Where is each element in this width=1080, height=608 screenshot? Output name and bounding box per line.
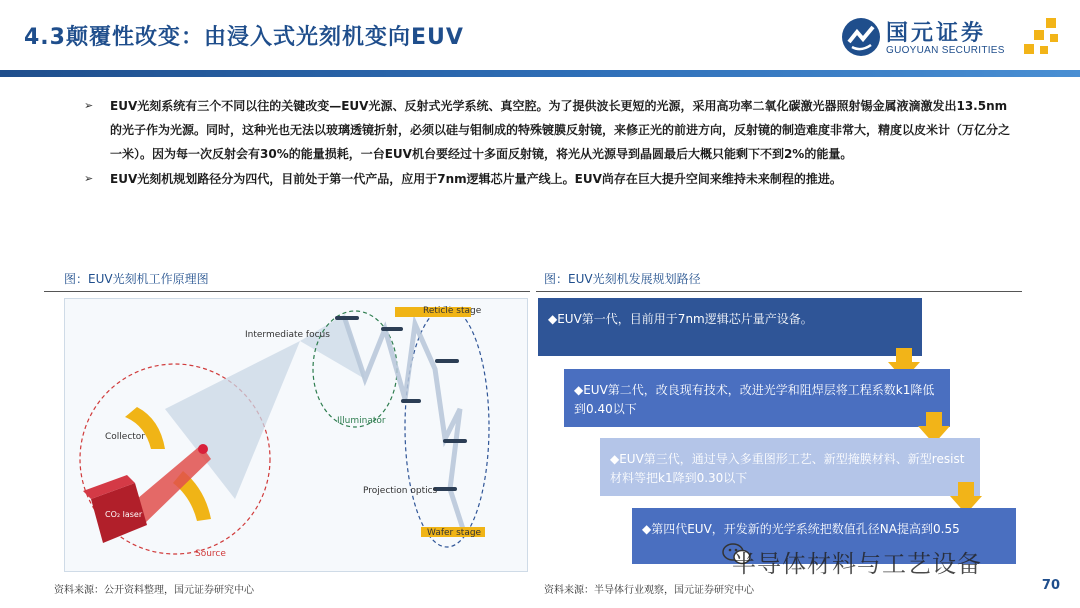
left-source-note: 资料来源：公开资料整理，国元证券研究中心	[54, 585, 254, 596]
page-title: 4.3颠覆性改变：由浸入式光刻机变向EUV	[24, 25, 464, 50]
right-source-note: 资料来源：半导体行业观察，国元证券研究中心	[544, 585, 754, 596]
label-projection-optics: Projection optics	[363, 486, 438, 496]
roadmap-step-4: ◆第四代EUV，开发新的光学系统把数值孔径NA提高到0.55	[632, 508, 1016, 564]
euv-diagram-svg	[65, 299, 527, 571]
left-figure-caption: 图：EUV光刻机工作原理图	[64, 272, 209, 286]
label-wafer-stage: Wafer stage	[427, 528, 482, 538]
plasma-point	[198, 444, 208, 454]
label-reticle-stage: Reticle stage	[423, 306, 482, 316]
left-caption-divider	[44, 291, 530, 292]
watermark-text: 半导体材料与工艺设备	[732, 550, 982, 578]
collector-mirror	[125, 407, 165, 449]
label-illuminator: Illuminator	[337, 416, 386, 426]
logo-text-en: GUOYUAN SECURITIES	[886, 45, 1005, 56]
logo-emblem-icon	[840, 16, 882, 58]
bullet-item: ➢ EUV光刻机规划路径分为四代，目前处于第一代产品，应用于7nm逻辑芯片量产线上。EUV尚存在巨大提升空间来维持未来制程的推进。	[84, 167, 1014, 191]
logo-squares-icon	[1020, 18, 1064, 62]
label-source: Source	[195, 549, 226, 559]
logo-text-cn: 国元证券	[886, 21, 987, 46]
bullet-item: ➢ EUV光刻系统有三个不同以往的关键改变—EUV光源、反射式光学系统、真空腔。为了提供波长更短的光源，采用高功率二氧化碳激光器照射锡金属液滴激发出13.5nm的光子作为光源。同时，这种光也无法以玻璃透镜折射，必须以硅与钼制成的特殊镀膜反射镜，来修正光的前进方向，反射镜的制造难度非常大，精度以皮米计（万亿分之一米）。因为每一次反射会有30%的能量损耗，一台EUV机台要经过十多面反射镜，将光从光源导到晶圆最后大概只能剩下不到2%的能量。	[84, 94, 1014, 166]
page-number: 70	[1041, 578, 1060, 593]
right-figure-caption: 图：EUV光刻机发展规划路径	[544, 272, 701, 286]
euv-roadmap	[536, 296, 1036, 572]
label-intermediate-focus: Intermediate focus	[245, 330, 330, 340]
projection-boundary	[405, 307, 489, 547]
right-caption-divider	[536, 291, 1022, 292]
header-bar	[0, 70, 1080, 77]
roadmap-step-1: ◆EUV第一代，目前用于7nm逻辑芯片量产设备。	[538, 298, 922, 356]
euv-principle-diagram	[64, 298, 528, 572]
roadmap-step-3: ◆EUV第三代，通过导入多重图形工艺、新型掩膜材料、新型resist材料等把k1降到0.30以下	[600, 438, 980, 496]
label-co2-laser: CO₂ laser	[105, 510, 143, 519]
company-logo	[840, 14, 1070, 64]
label-collector: Collector	[105, 432, 146, 442]
bullet-list	[84, 94, 1014, 191]
roadmap-step-2: ◆EUV第二代，改良现有技术，改进光学和阻焊层将工程系数k1降低到0.40以下	[564, 369, 950, 427]
